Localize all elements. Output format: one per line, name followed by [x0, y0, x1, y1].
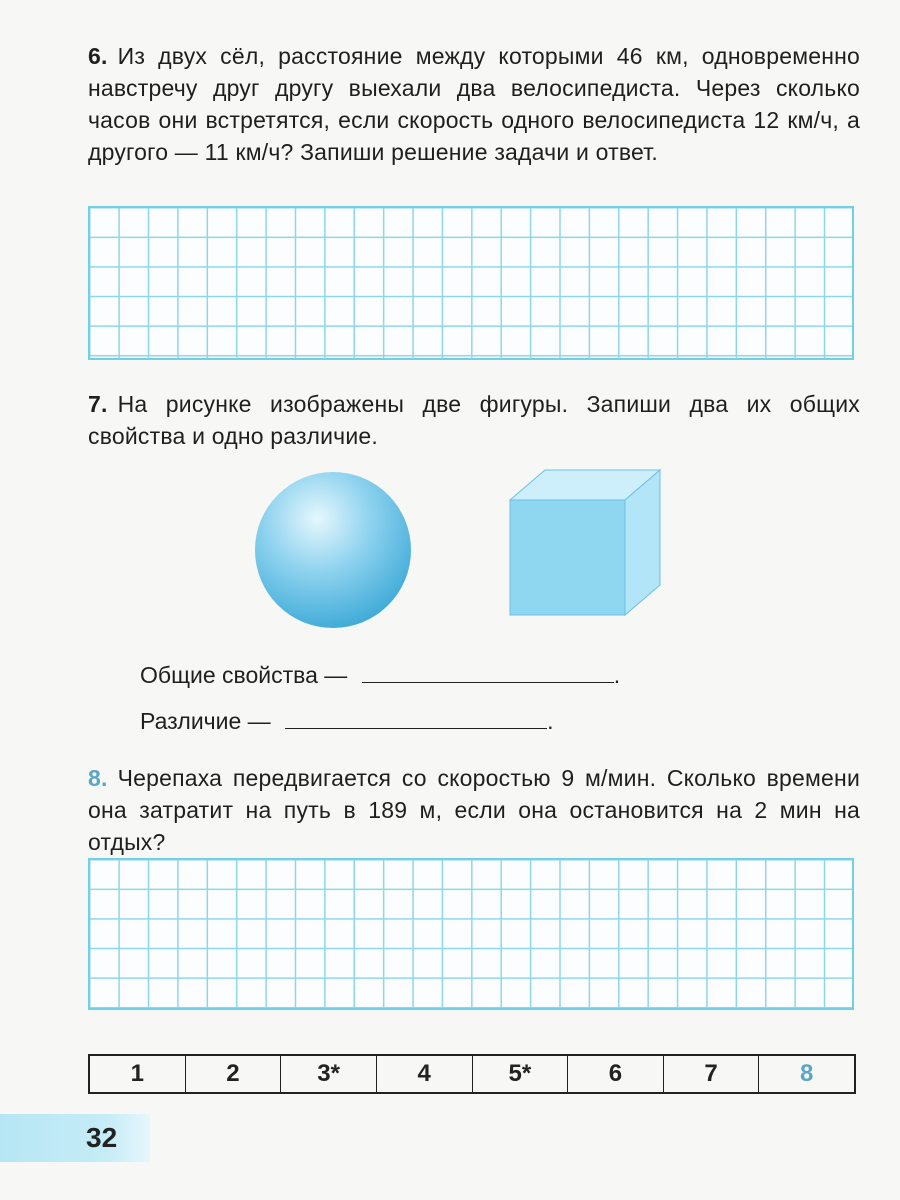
answer-grid-task-8[interactable] — [88, 858, 854, 1010]
cube-figure — [510, 470, 660, 615]
score-cell[interactable]: 6 — [568, 1056, 664, 1092]
score-cell[interactable]: 4 — [377, 1056, 473, 1092]
score-cell[interactable]: 2 — [186, 1056, 282, 1092]
common-properties-label: Общие свойства — — [140, 662, 348, 688]
common-properties-answer-line[interactable] — [362, 658, 614, 683]
score-cell-current[interactable]: 8 — [800, 1060, 814, 1087]
difference-label: Различие — — [140, 708, 271, 734]
figures-illustration — [255, 465, 685, 635]
score-cell[interactable]: 1 — [90, 1056, 186, 1092]
task-8 — [88, 762, 860, 858]
difference-row — [140, 704, 553, 737]
task-8-number: 8. — [88, 765, 108, 791]
difference-answer-line[interactable] — [285, 704, 547, 729]
score-cell[interactable]: 5* — [473, 1056, 569, 1092]
task-6-number: 6. — [88, 43, 108, 69]
task-7 — [88, 388, 860, 452]
task-8-text: Черепаха передвигается со скоростью 9 м/мин. Сколько времени она затратит на путь в 189 м, если она остановится на 2 мин на отдых? — [88, 765, 860, 855]
sphere-figure — [255, 472, 411, 628]
difference-line-period: . — [547, 708, 554, 734]
task-6-text: Из двух сёл, расстояние между которыми 46 км, одновременно навстречу друг другу выехали два велосипедиста. Через сколько часов они встретятся, если скорость одного велосипедиста 12 км/ч, а другого — 11 км/ч? Запиши решение задачи и ответ. — [88, 43, 860, 165]
answer-grid-task-6[interactable] — [88, 206, 854, 360]
task-6 — [88, 40, 860, 168]
page-number: 32 — [86, 1122, 118, 1153]
common-properties-row — [140, 658, 620, 691]
score-cell[interactable]: 3* — [281, 1056, 377, 1092]
score-cell[interactable]: 7 — [664, 1056, 760, 1092]
self-check-table — [88, 1054, 856, 1094]
task-7-number: 7. — [88, 391, 108, 417]
task-7-text: На рисунке изображены две фигуры. Запиши два их общих свойства и одно различие. — [88, 391, 860, 449]
page-number-tab — [0, 1114, 150, 1162]
common-line-period: . — [613, 662, 621, 688]
